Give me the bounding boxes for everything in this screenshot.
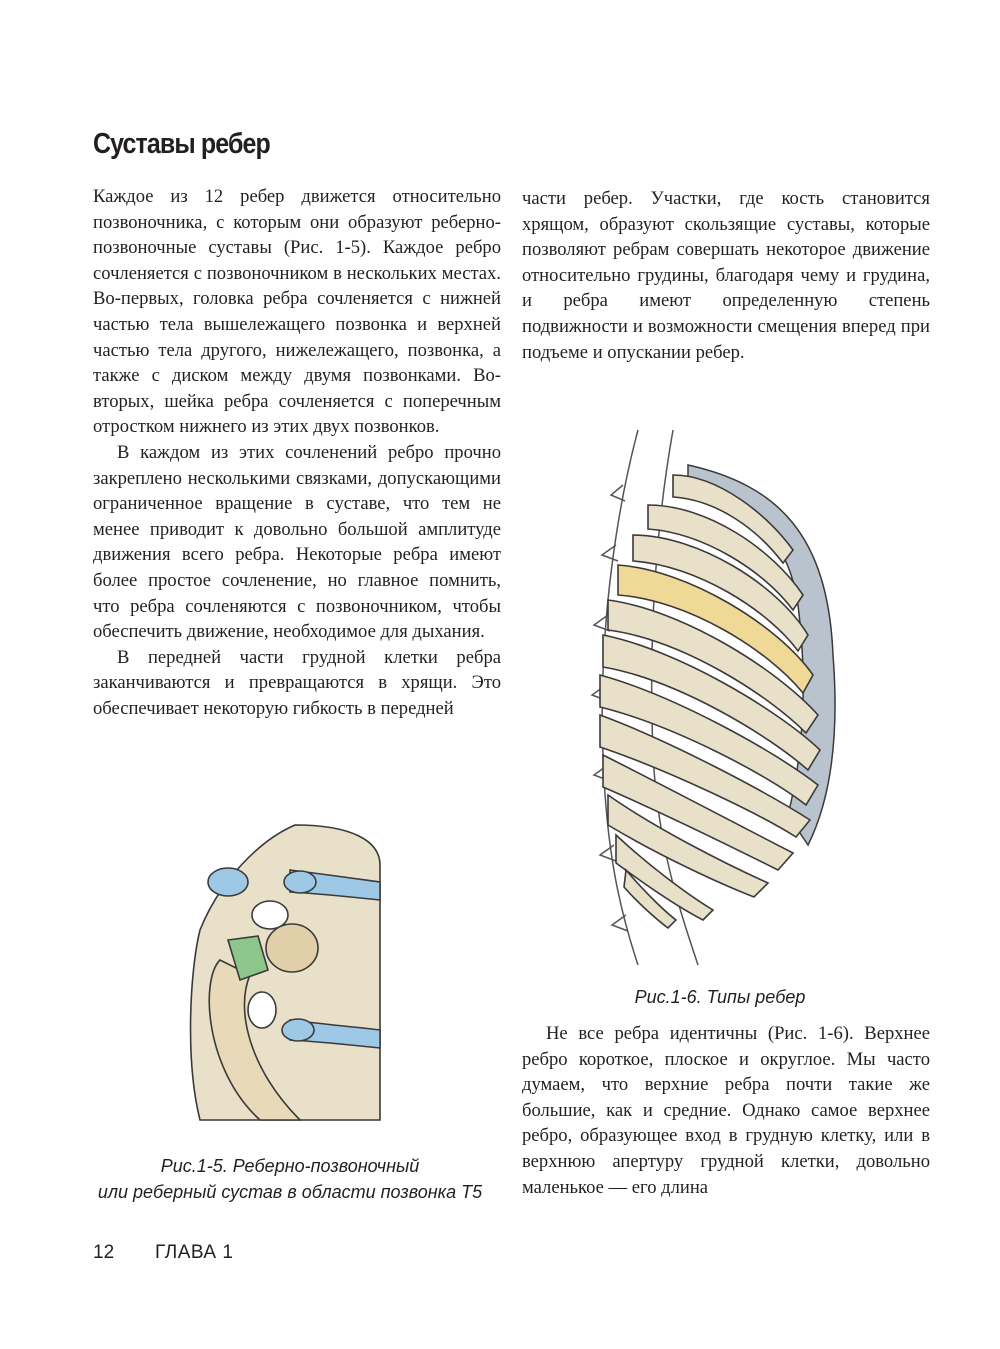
page-number: 12	[93, 1242, 115, 1263]
rib-head	[266, 924, 318, 972]
facet-joint	[284, 871, 316, 893]
costovertebral-joint-figure	[180, 820, 390, 1125]
section-title: Суставы ребер	[93, 128, 270, 160]
figure-caption-1-6: Рис.1-6. Типы ребер	[634, 987, 806, 1007]
chapter-label: ГЛАВА 1	[155, 1242, 234, 1263]
left-column	[93, 184, 501, 721]
paragraph: Не все ребра идентичны (Рис. 1-6). Верхнее ребро короткое, плоское и округлое. Мы часто думаем, что верхние ребра почти такие же большие, как и средние. Однако самое верхнее ребро, образующее вход в грудную клетку, или в верхнюю апертуру грудной клетки, довольно маленькое — его длина	[522, 1023, 930, 1198]
right-column-top	[522, 186, 930, 365]
paragraph: части ребер. Участки, где кость становится хрящом, образуют скользящие суставы, которые позволяют ребрам совершать некоторое движение относительно грудины, благодаря чему и грудина, и ребра имеют определенную степень подвижности и возможности смещения вперед при подъеме и опускании ребер.	[522, 188, 930, 363]
right-column-bottom	[522, 1021, 930, 1200]
caption-line: или реберный сустав в области позвонка Т5	[97, 1182, 483, 1202]
rib-cage-figure	[578, 425, 868, 970]
figure-caption-1-5	[80, 1153, 500, 1205]
caption-line: Рис.1-5. Реберно-позвоночный	[160, 1156, 420, 1176]
paragraph: Каждое из 12 ребер движется относительно позвоночника, с которым они образуют реберно-позвоночные суставы (Рис. 1-5). Каждое ребро сочленяется с позвоночником в нескольких местах. Во-первых, головка ребра сочленяется с нижней частью тела вышележащего позвонка и верхней частью тела другого, нижележащего, позвонка, а также с диском между двумя позвонками. Во-вторых, шейка ребра сочленяется с поперечным отростком нижнего из этих двух позвонков.	[93, 186, 501, 438]
facet-joint	[282, 1019, 314, 1041]
foramen	[248, 992, 276, 1028]
facet-joint	[208, 868, 248, 896]
paragraph: В передней части грудной клетки ребра заканчиваются и превращаются в хрящи. Это обеспечивает некоторую гибкость в передней	[93, 646, 501, 719]
paragraph: В каждом из этих сочленений ребро прочно закреплено несколькими связками, допускающими ограниченное вращение в суставе, что тем не менее приводит к довольно большой амплитуде движения всего ребра. Некоторые ребра имеют более простое сочленение, но главное помнить, что ребра сочленяются с позвоночником, чтобы обеспечить движение, необходимое для дыхания.	[93, 441, 501, 643]
ribs	[600, 475, 820, 928]
